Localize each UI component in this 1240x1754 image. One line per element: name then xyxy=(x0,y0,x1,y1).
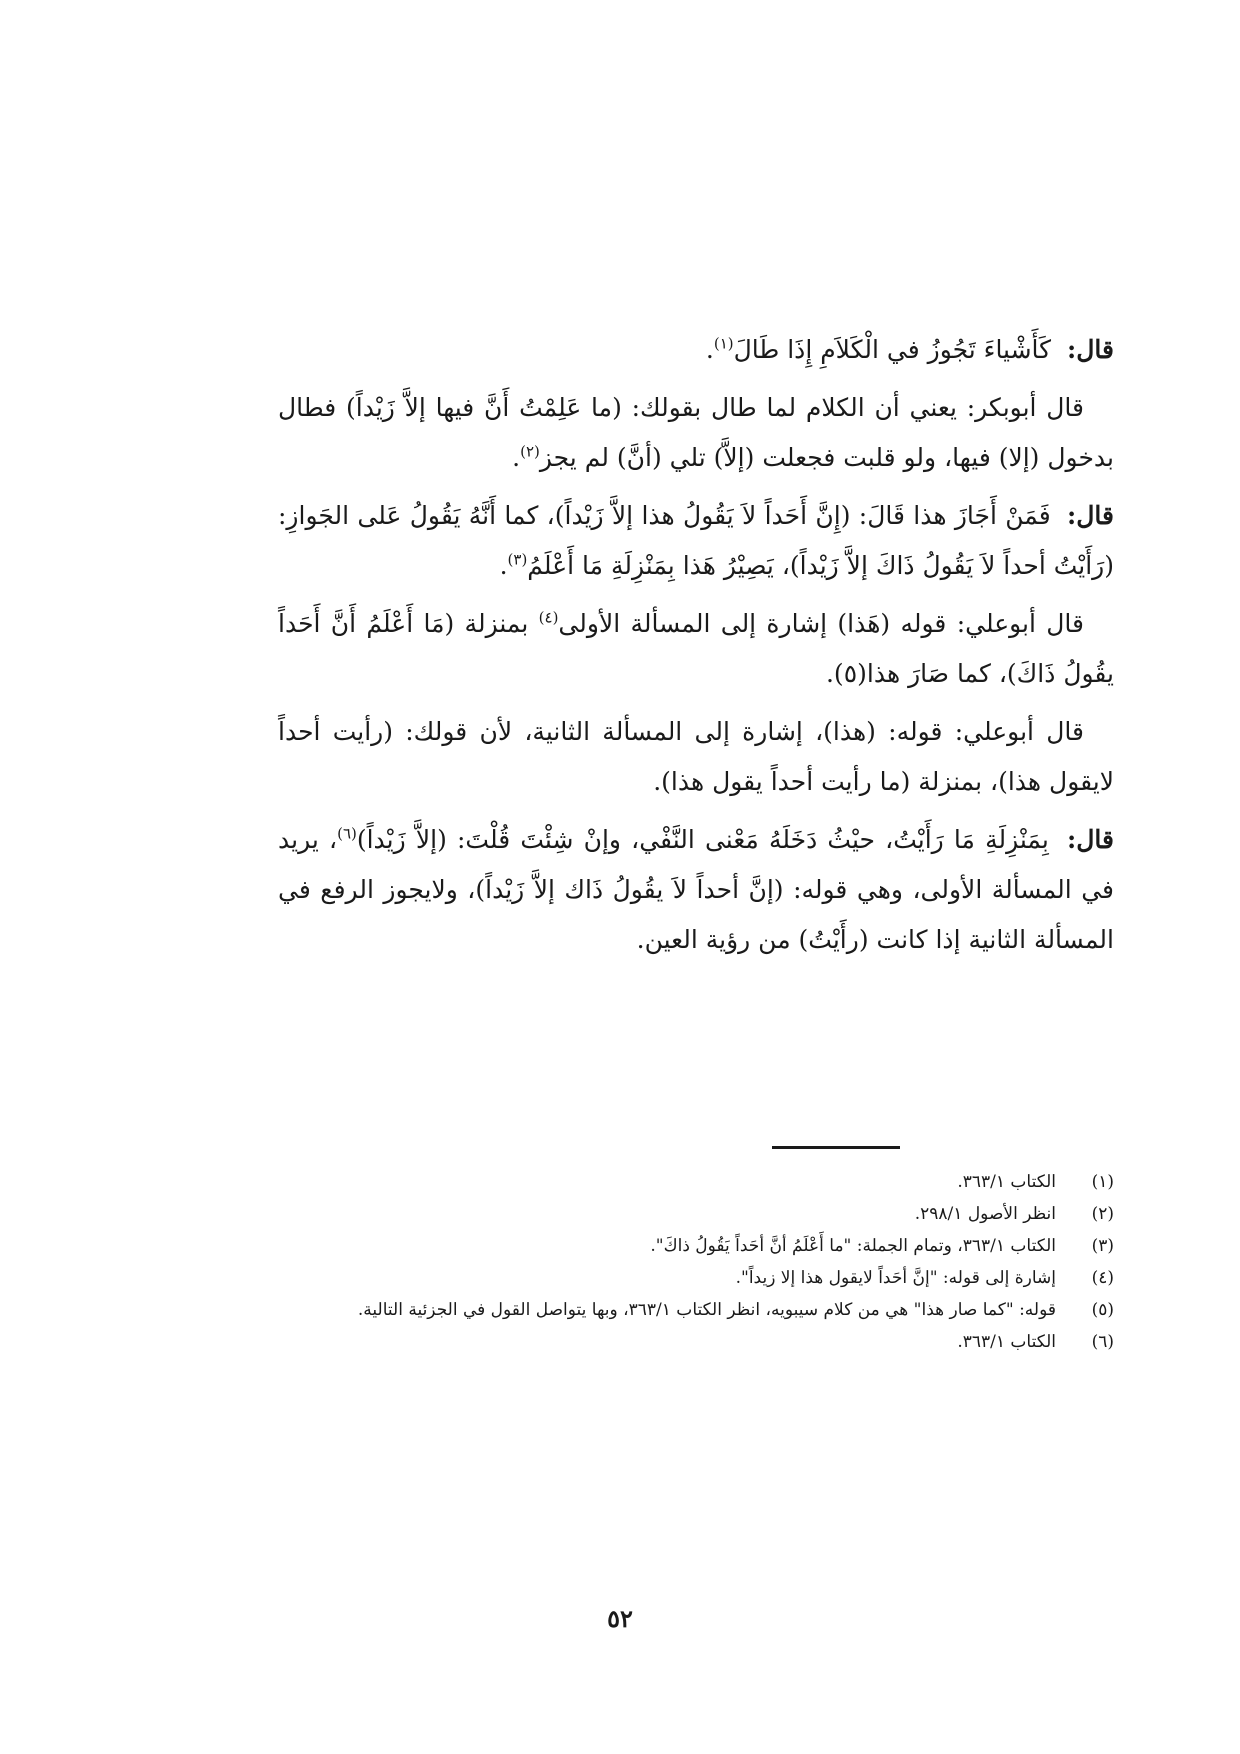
footnote-text: إشارة إلى قوله: "إنَّ أحَداً لايقول هذا إلا زيداً". xyxy=(735,1268,1056,1288)
paragraph-text: قال أبوعلي: قوله: (هذا)، إشارة إلى المسألة الثانية، لأن قولك: (رأيت أحداً لايقول هذا)، بمنزلة (ما رأيت أحداً يقول هذا). xyxy=(278,717,1114,796)
paragraph-text: كَأَشْياءَ تَجُوزُ في الْكَلاَمِ إِذَا طَالَ xyxy=(733,335,1052,364)
footnotes-list xyxy=(278,1168,1114,1360)
footnote-item xyxy=(278,1232,1114,1260)
paragraph-text: قال أبوبكر: يعني أن الكلام لما طال بقولك: (ما عَلِمْتُ أَنَّ فيها إلاَّ زَيْداً) فطال بدخول (إلا) فيها، ولو قلبت فجعلت (إلاَّ) تلي (أنَّ) لم يجز xyxy=(278,393,1114,472)
paragraph-text: بِمَنْزِلَةِ مَا رَأَيْتُ، حيْثُ دَخَلَهُ مَعْنى النَّفْي، وإنْ شِئْتَ قُلْتَ: (إلاَّ زَيْداً) xyxy=(356,825,1049,854)
paragraph-quote xyxy=(278,815,1114,965)
footnote-number: (٥) xyxy=(1091,1300,1114,1320)
footnote-item xyxy=(278,1296,1114,1324)
paragraph-tail: . xyxy=(705,335,714,364)
footnote-item xyxy=(278,1168,1114,1196)
footnote-text: الكتاب ٣٦٣/١، وتمام الجملة: "ما أَعْلَمُ أنَّ أحَداً يَقُولُ ذاكَ". xyxy=(650,1236,1056,1256)
paragraph-commentary xyxy=(278,707,1114,807)
footnote-number: (١) xyxy=(1091,1172,1114,1192)
paragraph-commentary xyxy=(278,599,1114,699)
footnote-text: قوله: "كما صار هذا" هي من كلام سيبويه، انظر الكتاب ٣٦٣/١، وبها يتواصل القول في الجزئية التالية. xyxy=(357,1300,1056,1320)
footnote-reference: (٤) xyxy=(538,608,559,627)
footnote-number: (٦) xyxy=(1091,1332,1114,1352)
footnote-item xyxy=(278,1328,1114,1356)
page-number: ٥٢ xyxy=(607,1604,633,1633)
footnote-text: انظر الأصول ٢٩٨/١. xyxy=(914,1204,1056,1224)
paragraph-commentary xyxy=(278,383,1114,483)
footnote-separator xyxy=(772,1146,900,1149)
footnote-reference: (٦) xyxy=(337,824,357,843)
footnote-text: الكتاب ٣٦٣/١. xyxy=(957,1172,1056,1192)
footnote-text: الكتاب ٣٦٣/١. xyxy=(957,1332,1056,1352)
footnote-number: (٢) xyxy=(1091,1204,1114,1224)
footnote-reference: (٣) xyxy=(507,550,528,569)
paragraph-tail: . xyxy=(512,443,521,472)
paragraph-lead: قال: xyxy=(1067,335,1114,364)
footnote-reference: (١) xyxy=(713,334,734,353)
footnote-reference: (٢) xyxy=(520,442,540,461)
paragraph-text: فَمَنْ أَجَازَ هذا قَالَ: (إِنَّ أَحَداً لاَ يَقُولُ هذا إلاَّ زَيْداً)، كما أَنَّهُ يَقُولُ عَلى الجَوازِ: (رَأَيْتُ أحداً لاَ يَقُولُ ذَاكَ إلاَّ زَيْداً)، يَصِيْرُ هَذا بِمَنْزِلَةِ مَا أَعْلَمُ xyxy=(278,501,1114,580)
paragraph-quote xyxy=(278,325,1114,375)
paragraph-text: قال أبوعلي: قوله (هَذا) إشارة إلى المسألة الأولى xyxy=(558,609,1085,638)
paragraph-tail: ، يريد في المسألة الأولى، وهي قوله: (إنَّ أحداً لاَ يقُولُ ذَاك إلاَّ زَيْداً)، ولايجوز الرفع في المسألة الثانية إذا كانت (رأَيْتُ) من رؤية العين. xyxy=(278,825,1114,954)
paragraph-lead: قال: xyxy=(1067,825,1114,854)
paragraph-tail: بمنزلة (مَا أَعْلَمُ أَنَّ أَحَداً يقُولُ ذَاكَ)، كما صَارَ هذا(٥). xyxy=(278,609,1114,688)
paragraph-quote xyxy=(278,491,1114,591)
footnote-number: (٣) xyxy=(1091,1236,1114,1256)
paragraph-tail: . xyxy=(499,551,508,580)
paragraph-lead: قال: xyxy=(1067,501,1114,530)
footnote-item xyxy=(278,1264,1114,1292)
footnote-number: (٤) xyxy=(1091,1268,1114,1288)
footnote-item xyxy=(278,1200,1114,1228)
main-text xyxy=(278,325,1114,973)
